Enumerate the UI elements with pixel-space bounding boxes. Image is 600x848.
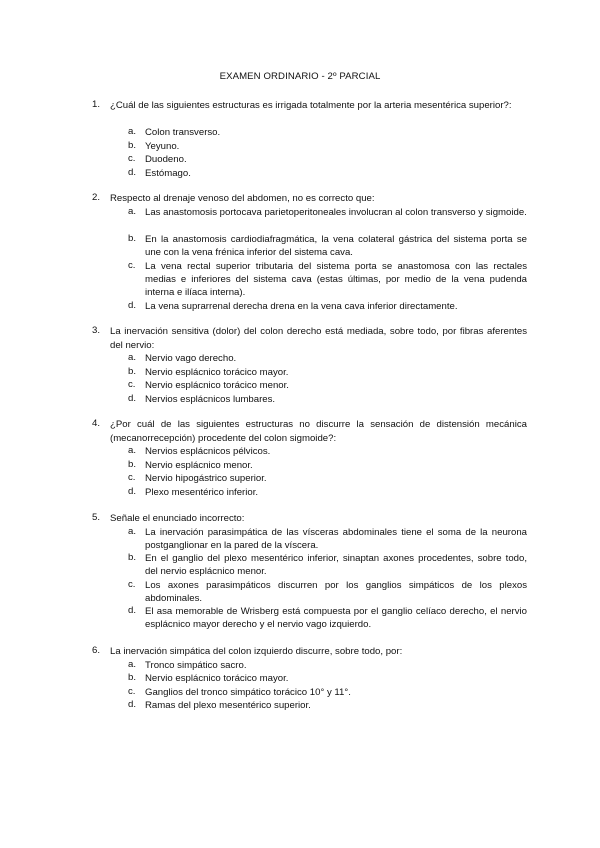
option-letter: b. <box>128 552 137 563</box>
option-text: Ganglios del tronco simpático torácico 10° y 11°. <box>145 686 351 698</box>
option-letter: a. <box>128 525 137 537</box>
question-number: 5. <box>92 512 101 523</box>
option-letter: a. <box>128 658 137 670</box>
option-text: La inervación parasimpática de las vísceras abdominales tiene el soma de la neurona postganglionar en la pared de la víscera. <box>145 526 527 551</box>
option-text: Plexo mesentérico inferior. <box>145 486 259 498</box>
option-text: Nervios esplácnicos lumbares. <box>145 393 276 405</box>
option-letter: d. <box>128 605 137 616</box>
option-letter: d. <box>128 392 137 404</box>
option-letter: c. <box>128 685 136 697</box>
option-text: Ramas del plexo mesentérico superior. <box>145 700 311 711</box>
option-text: Yeyuno. <box>145 140 180 152</box>
option-text: Nervio esplácnico torácico mayor. <box>145 673 289 684</box>
option-text: Tronco simpático sacro. <box>145 659 247 671</box>
option-letter: c. <box>128 153 136 164</box>
option-text: Nervio esplácnico torácico menor. <box>145 380 289 391</box>
question-number: 2. <box>92 192 101 203</box>
option-text: Las anastomosis portocava parietoperitoneales involucran al colon transverso y sigmoide. <box>145 206 527 218</box>
option-text: En la anastomosis cardiodiafragmática, la vena colateral gástrica del sistema porta se une con la vena frénica inferior del sistema cava. <box>145 233 527 258</box>
option-letter: d. <box>128 699 137 710</box>
option-text: Colon transverso. <box>145 127 221 138</box>
option-letter: b. <box>128 365 137 377</box>
option-letter: b. <box>128 232 137 244</box>
option-letter: d. <box>128 485 137 497</box>
option-letter: b. <box>128 139 137 151</box>
question-text: ¿Por cuál de las siguientes estructuras no discurre la sensación de distensión mecánica (mecanorrecepción) procedente del colon sigmoide?: <box>110 419 527 444</box>
question-text: Señale el enunciado incorrecto: <box>110 513 245 524</box>
question-number: 3. <box>92 325 101 336</box>
option-text: Nervio esplácnico torácico mayor. <box>145 366 289 378</box>
option-letter: a. <box>128 445 137 456</box>
option-letter: c. <box>128 259 136 271</box>
option-letter: d. <box>128 299 137 311</box>
option-letter: d. <box>128 166 137 178</box>
option-letter: c. <box>128 578 136 590</box>
option-letter: a. <box>128 126 137 137</box>
option-letter: c. <box>128 472 136 483</box>
option-text: La vena suprarrenal derecha drena en la vena cava inferior directamente. <box>145 300 458 312</box>
option-letter: c. <box>128 379 136 390</box>
question-text: Respecto al drenaje venoso del abdomen, no es correcto que: <box>110 193 375 204</box>
option-text: Nervios esplácnicos pélvicos. <box>145 446 271 457</box>
option-text: Nervio hipogástrico superior. <box>145 473 267 484</box>
option-text: Duodeno. <box>145 154 187 165</box>
option-text: El asa memorable de Wrisberg está compuesta por el ganglio celíaco derecho, el nervio esplácnico mayor derecho y el nervio vago izquierdo. <box>145 606 527 631</box>
question-number: 1. <box>92 99 101 110</box>
option-text: La vena rectal superior tributaria del sistema porta se anastomosa con las rectales medias e inferiores del sistema cava (estas últimas, por medio de la vena pudenda interna e ilíaca interna). <box>145 260 527 299</box>
page-title: EXAMEN ORDINARIO - 2º PARCIAL <box>219 71 381 82</box>
question-number: 4. <box>92 418 101 429</box>
question-number: 6. <box>92 645 101 656</box>
option-letter: a. <box>128 352 137 363</box>
option-text: Nervio esplácnico menor. <box>145 459 253 471</box>
option-text: En el ganglio del plexo mesentérico inferior, sinaptan axones procedentes, sobre todo, del nervio esplácnico menor. <box>145 553 527 578</box>
option-text: Nervio vago derecho. <box>145 353 237 364</box>
option-letter: b. <box>128 672 137 683</box>
option-letter: a. <box>128 205 137 217</box>
option-text: Los axones parasimpáticos discurren por los ganglios simpáticos de los plexos abdominales. <box>145 579 527 604</box>
question-text: ¿Cuál de las siguientes estructuras es irrigada totalmente por la arteria mesentérica superior?: <box>110 100 512 111</box>
question-text: La inervación simpática del colon izquierdo discurre, sobre todo, por: <box>110 646 403 657</box>
option-text: Estómago. <box>145 167 191 179</box>
question-text: La inervación sensitiva (dolor) del colon derecho está mediada, sobre todo, por fibras aferentes del nervio: <box>110 326 527 351</box>
option-letter: b. <box>128 458 137 470</box>
